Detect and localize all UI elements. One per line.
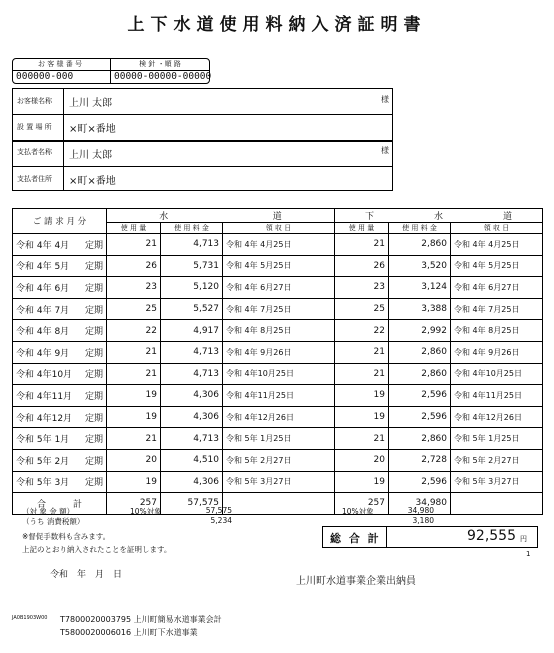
payer-name-label: 支払者名称 [17, 148, 52, 156]
issuer: 上川町水道事業企業出納員 [296, 576, 416, 587]
billing-type: 定期 [84, 391, 103, 402]
payment-table-wrap [12, 208, 542, 510]
s-date-cell: 令和 4年 4月25日 [451, 234, 543, 256]
w-date-cell: 令和 4年 9月26日 [223, 341, 335, 363]
s-date-cell: 令和 5年 2月27日 [451, 449, 543, 471]
w-fee-cell: 4,510 [161, 449, 223, 471]
s-usage-cell: 21 [335, 341, 389, 363]
w-fee-cell: 4,713 [161, 428, 223, 450]
w-usage-cell: 21 [107, 341, 161, 363]
s-date-cell: 令和 4年 5月25日 [451, 255, 543, 277]
s-fee-cell: 3,388 [389, 298, 451, 320]
s-fee-cell: 2,860 [389, 234, 451, 256]
billing-month-cell [13, 449, 107, 471]
s-usage-cell: 22 [335, 320, 389, 342]
water-header [107, 209, 335, 223]
info-col-divider [63, 89, 64, 190]
water-taxable-amount: 57,575 [205, 506, 232, 515]
billing-month-cell [13, 255, 107, 277]
water-usage-header: 使 用 量 [107, 223, 161, 234]
sewer-taxable-amount: 34,980 [407, 506, 434, 515]
s-date-cell: 令和 4年 9月26日 [451, 341, 543, 363]
w-usage-cell: 21 [107, 428, 161, 450]
table-row [13, 298, 543, 320]
billing-month: 令和 4年 7月 [16, 305, 70, 316]
sewer-road-header-text: 道 [502, 212, 512, 222]
s-usage-cell: 19 [335, 385, 389, 407]
page-number: 1 [526, 550, 531, 558]
table-row [13, 385, 543, 407]
s-date-cell: 令和 5年 1月25日 [451, 428, 543, 450]
grand-total-label: 総 合 計 [330, 532, 381, 545]
invoice-number-2: T5800020006016 上川町下水道事業 [60, 628, 198, 637]
s-date-cell: 令和 4年 8月25日 [451, 320, 543, 342]
s-fee-cell: 2,860 [389, 341, 451, 363]
billing-month: 令和 4年 8月 [16, 327, 70, 338]
meter-route-label: 検 針 ・順 路 [139, 60, 181, 68]
billing-type: 定期 [84, 262, 103, 273]
table-row [13, 320, 543, 342]
road-header-text: 道 [272, 212, 282, 222]
w-fee-cell: 4,917 [161, 320, 223, 342]
s-date-cell: 令和 4年11月25日 [451, 385, 543, 407]
w-date-cell: 令和 4年10月25日 [223, 363, 335, 385]
billing-month: 令和 4年12月 [16, 413, 73, 424]
w-usage-cell: 20 [107, 449, 161, 471]
s-date-cell: 令和 4年12月26日 [451, 406, 543, 428]
water-total-usage: 257 [107, 493, 161, 515]
w-usage-cell: 21 [107, 234, 161, 256]
water-header-text: 水 [159, 212, 169, 222]
s-usage-cell: 23 [335, 277, 389, 299]
total-label: 合 計 [13, 493, 107, 515]
billing-month-cell [13, 320, 107, 342]
table-row [13, 449, 543, 471]
invoice-number-1: T7800020003795 上川町簡易水道事業会計 [60, 615, 222, 624]
customer-name-label: お客様名称 [17, 97, 52, 105]
billing-month: 令和 4年10月 [16, 370, 73, 381]
document-title: 上下水道使用料納入済証明書 [127, 15, 427, 35]
w-date-cell: 令和 4年 4月25日 [223, 234, 335, 256]
water-fee-header: 使 用 料 金 [161, 223, 223, 234]
w-date-cell: 令和 4年 6月27日 [223, 277, 335, 299]
info-divider [13, 140, 392, 142]
billing-month: 令和 4年 4月 [16, 240, 70, 251]
customer-info-box [12, 88, 393, 191]
account-col-divider [110, 58, 111, 84]
sewer-received-header: 領 収 日 [451, 223, 543, 234]
s-fee-cell: 2,596 [389, 406, 451, 428]
water-total-blank [223, 493, 335, 515]
sewer-header [335, 209, 543, 223]
w-fee-cell: 4,713 [161, 363, 223, 385]
billing-month-cell [13, 234, 107, 256]
grand-total-unit: 円 [520, 535, 527, 543]
w-fee-cell: 4,306 [161, 385, 223, 407]
s-fee-cell: 2,992 [389, 320, 451, 342]
customer-name-suffix: 様 [381, 95, 389, 104]
grand-total-amount: 92,555 [467, 528, 516, 544]
billing-type: 定期 [84, 348, 103, 359]
w-fee-cell: 5,120 [161, 277, 223, 299]
table-row [13, 255, 543, 277]
billing-month-cell [13, 385, 107, 407]
billing-type: 定期 [84, 478, 103, 489]
sewer-total-blank [451, 493, 543, 515]
w-date-cell: 令和 4年12月26日 [223, 406, 335, 428]
billing-month-header: ご 請 求 月 分 [13, 209, 107, 234]
taxable-label: （対 象 金 額） [22, 507, 75, 516]
w-usage-cell: 19 [107, 471, 161, 493]
s-fee-cell: 2,728 [389, 449, 451, 471]
s-date-cell: 令和 4年 6月27日 [451, 277, 543, 299]
payer-address: ×町×番地 [69, 176, 116, 187]
s-usage-cell: 26 [335, 255, 389, 277]
w-usage-cell: 19 [107, 406, 161, 428]
billing-month: 令和 5年 2月 [16, 456, 70, 467]
sewer-total-fee: 34,980 [389, 493, 451, 515]
billing-type: 定期 [84, 370, 103, 381]
w-fee-cell: 5,731 [161, 255, 223, 277]
table-row [13, 363, 543, 385]
sewer-water-header-text: 水 [433, 212, 443, 222]
billing-type: 定期 [84, 283, 103, 294]
billing-month-cell [13, 406, 107, 428]
table-row [13, 406, 543, 428]
s-usage-cell: 19 [335, 471, 389, 493]
tax-label: （うち 消費税額） [22, 517, 85, 526]
meter-route-value: 00000-00000-00000 [114, 71, 212, 82]
billing-month-cell [13, 277, 107, 299]
sewer-taxable-rate: 10%対象 [342, 507, 374, 516]
w-usage-cell: 23 [107, 277, 161, 299]
s-fee-cell: 2,596 [389, 471, 451, 493]
billing-month: 令和 5年 3月 [16, 478, 70, 489]
w-fee-cell: 4,306 [161, 406, 223, 428]
w-fee-cell: 4,713 [161, 341, 223, 363]
table-row [13, 277, 543, 299]
s-date-cell: 令和 5年 3月27日 [451, 471, 543, 493]
s-date-cell: 令和 4年10月25日 [451, 363, 543, 385]
billing-month: 令和 4年11月 [16, 391, 73, 402]
table-row [13, 471, 543, 493]
info-divider [13, 166, 392, 167]
water-received-header: 領 収 日 [223, 223, 335, 234]
table-row [13, 234, 543, 256]
s-usage-cell: 25 [335, 298, 389, 320]
s-fee-cell: 2,860 [389, 363, 451, 385]
water-taxable-rate: 10%対象 [130, 507, 162, 516]
w-usage-cell: 21 [107, 363, 161, 385]
s-usage-cell: 21 [335, 363, 389, 385]
billing-month: 令和 5年 1月 [16, 435, 70, 446]
s-usage-cell: 21 [335, 428, 389, 450]
payer-address-label: 支払者住所 [17, 175, 52, 183]
billing-month-cell [13, 363, 107, 385]
w-date-cell: 令和 4年 7月25日 [223, 298, 335, 320]
sewer-fee-header: 使 用 料 金 [389, 223, 451, 234]
w-date-cell: 令和 5年 3月27日 [223, 471, 335, 493]
w-date-cell: 令和 4年11月25日 [223, 385, 335, 407]
document-code: JA0B1903W00 [12, 615, 48, 621]
billing-type: 定期 [84, 327, 103, 338]
customer-name: 上川 太郎 [69, 98, 113, 109]
w-date-cell: 令和 5年 1月25日 [223, 428, 335, 450]
w-date-cell: 令和 4年 5月25日 [223, 255, 335, 277]
sewer-usage-header: 使 用 量 [335, 223, 389, 234]
date-line: 令和 年 月 日 [50, 570, 123, 580]
payer-name-suffix: 様 [381, 146, 389, 155]
location: ×町×番地 [69, 124, 116, 135]
sewer-total-usage: 257 [335, 493, 389, 515]
w-usage-cell: 25 [107, 298, 161, 320]
certification-note: 上記のとおり納入されたことを証明します。 [22, 545, 172, 554]
billing-month-cell [13, 341, 107, 363]
billing-month: 令和 4年 9月 [16, 348, 70, 359]
water-total-fee: 57,575 [161, 493, 223, 515]
table-row [13, 428, 543, 450]
customer-no-label: お 客 様 番 号 [38, 60, 82, 68]
billing-type: 定期 [84, 305, 103, 316]
w-fee-cell: 4,306 [161, 471, 223, 493]
info-divider [13, 114, 392, 115]
s-fee-cell: 2,860 [389, 428, 451, 450]
payer-name: 上川 太郎 [69, 150, 113, 161]
billing-month-cell [13, 471, 107, 493]
w-date-cell: 令和 5年 2月27日 [223, 449, 335, 471]
customer-no-value: 000000-000 [16, 71, 74, 82]
grand-total-divider [386, 526, 387, 548]
billing-month: 令和 4年 6月 [16, 283, 70, 294]
w-fee-cell: 4,713 [161, 234, 223, 256]
s-fee-cell: 3,124 [389, 277, 451, 299]
table-row [13, 341, 543, 363]
fee-note: ※督促手数料も含みます。 [22, 532, 111, 541]
s-date-cell: 令和 4年 7月25日 [451, 298, 543, 320]
billing-type: 定期 [84, 435, 103, 446]
payment-table [12, 208, 543, 515]
s-usage-cell: 20 [335, 449, 389, 471]
billing-month-cell [13, 428, 107, 450]
s-fee-cell: 2,596 [389, 385, 451, 407]
w-fee-cell: 5,527 [161, 298, 223, 320]
sewer-tax: 3,180 [412, 516, 434, 525]
billing-type: 定期 [84, 456, 103, 467]
w-usage-cell: 19 [107, 385, 161, 407]
w-date-cell: 令和 4年 8月25日 [223, 320, 335, 342]
w-usage-cell: 26 [107, 255, 161, 277]
s-usage-cell: 19 [335, 406, 389, 428]
billing-month-cell [13, 298, 107, 320]
water-tax: 5,234 [210, 516, 232, 525]
s-fee-cell: 3,520 [389, 255, 451, 277]
w-usage-cell: 22 [107, 320, 161, 342]
billing-type: 定期 [84, 240, 103, 251]
s-usage-cell: 21 [335, 234, 389, 256]
billing-type: 定期 [84, 413, 103, 424]
sewer-header-text: 下 [364, 212, 374, 222]
location-label: 設 置 場 所 [17, 123, 52, 131]
billing-month: 令和 4年 5月 [16, 262, 70, 273]
